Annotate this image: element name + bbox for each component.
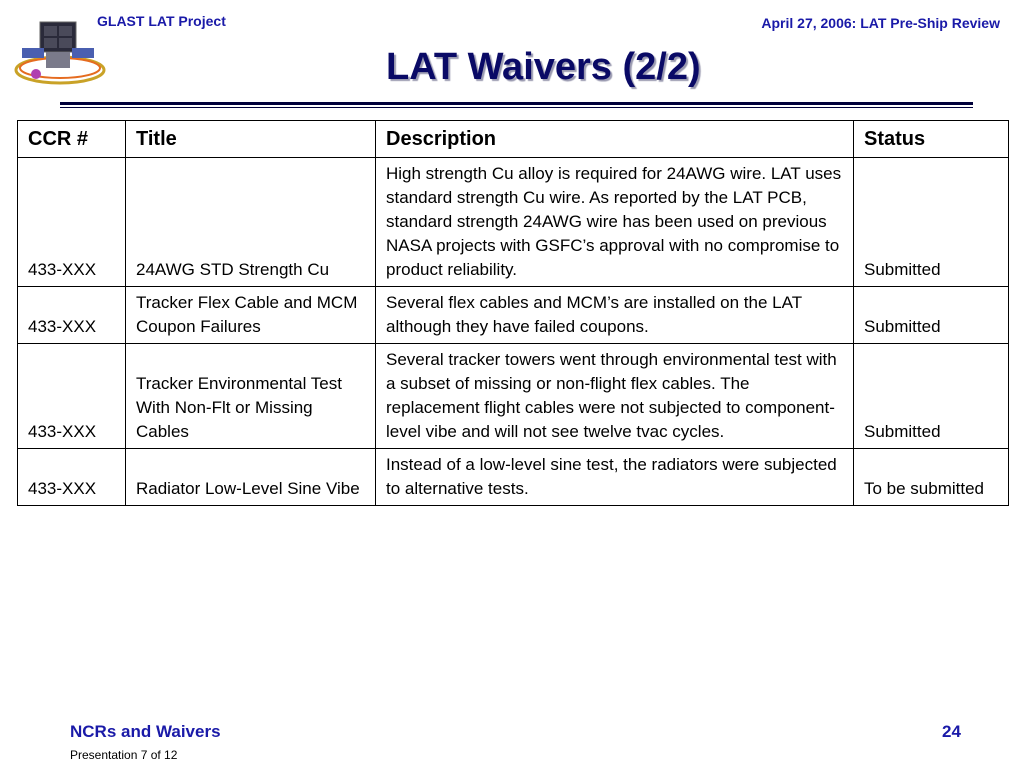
- presentation-number: Presentation 7 of 12: [70, 748, 178, 762]
- status-cell: Submitted: [854, 158, 1009, 287]
- table-header-row: [18, 121, 1009, 158]
- description-cell: Instead of a low-level sine test, the radiators were subjected to alternative tests.: [376, 449, 854, 506]
- ccr-cell: 433-XXX: [18, 158, 126, 287]
- column-header-status: Status: [854, 121, 1009, 158]
- title-cell: Tracker Environmental Test With Non-Flt or Missing Cables: [126, 344, 376, 449]
- ccr-cell: 433-XXX: [18, 287, 126, 344]
- description-cell: Several flex cables and MCM’s are installed on the LAT although they have failed coupons.: [376, 287, 854, 344]
- title-divider-thin: [60, 107, 973, 108]
- table-row: [18, 287, 1009, 344]
- ccr-cell: 433-XXX: [18, 344, 126, 449]
- description-cell: Several tracker towers went through environmental test with a subset of missing or non-flight flex cables. The replacement flight cables were not subjected to component-level vibe and will not see twelve tvac cycles.: [376, 344, 854, 449]
- title-cell: Radiator Low-Level Sine Vibe: [126, 449, 376, 506]
- project-name: GLAST LAT Project: [97, 13, 226, 29]
- table-row: [18, 344, 1009, 449]
- slide-title: LAT Waivers (2/2): [386, 46, 701, 88]
- title-cell: Tracker Flex Cable and MCM Coupon Failures: [126, 287, 376, 344]
- footer-section-title: NCRs and Waivers: [70, 722, 221, 741]
- title-cell: 24AWG STD Strength Cu: [126, 158, 376, 287]
- column-header-ccr: CCR #: [18, 121, 126, 158]
- ccr-cell: 433-XXX: [18, 449, 126, 506]
- table-row: [18, 158, 1009, 287]
- glast-satellite-logo-icon: [14, 18, 106, 88]
- review-date: April 27, 2006: LAT Pre-Ship Review: [761, 15, 1000, 31]
- page-number: 24: [942, 722, 961, 741]
- description-cell: High strength Cu alloy is required for 24AWG wire. LAT uses standard strength Cu wire. As reported by the LAT PCB, standard strength 24AWG wire has been used on previous NASA projects with GSFC’s approval with no compromise to product reliability.: [376, 158, 854, 287]
- table-row: [18, 449, 1009, 506]
- status-cell: To be submitted: [854, 449, 1009, 506]
- status-cell: Submitted: [854, 287, 1009, 344]
- column-header-title: Title: [126, 121, 376, 158]
- column-header-description: Description: [376, 121, 854, 158]
- status-cell: Submitted: [854, 344, 1009, 449]
- waivers-table: [17, 120, 1009, 506]
- title-divider: [60, 102, 973, 105]
